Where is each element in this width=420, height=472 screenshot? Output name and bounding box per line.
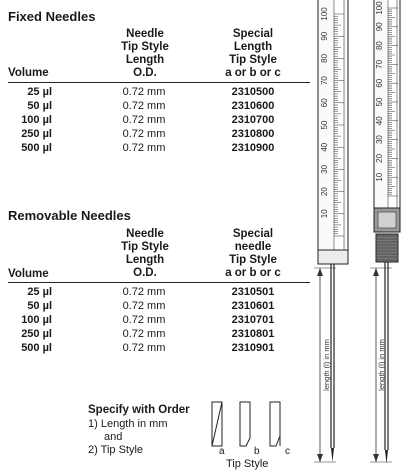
scale-label: 60: [320, 98, 329, 108]
volume-cell: 50 µl: [27, 300, 52, 312]
scale-label: 40: [375, 116, 384, 126]
fixed-needles-title: Fixed Needles: [8, 9, 96, 24]
part-number-cell: 2310501: [231, 286, 275, 298]
tip-c-label: c: [285, 446, 290, 457]
od-cell: 0.72 mm: [122, 114, 166, 126]
specify-title: Specify with Order: [88, 404, 190, 416]
scale-label: 20: [320, 187, 329, 197]
specify-length-line: 1) Length in mm: [88, 418, 168, 430]
fixed-special-header: [208, 28, 298, 80]
removable-volume-header: Volume: [8, 268, 49, 280]
od-cell: 0.72 mm: [122, 286, 166, 298]
volume-cell: 25 µl: [27, 86, 52, 98]
header-line: needle: [234, 241, 272, 253]
volume-cell: 100 µl: [21, 314, 52, 326]
scale-label: 10: [320, 209, 329, 219]
part-number-cell: 2310900: [231, 142, 275, 154]
volume-cell: 100 µl: [21, 114, 52, 126]
tip-style-diagram: [206, 398, 296, 450]
od-cell: 0.72 mm: [122, 142, 166, 154]
part-number-cell: 2310801: [231, 328, 275, 340]
tip-c-shape: [270, 402, 280, 446]
fixed-syringe-needle: [331, 264, 334, 462]
table-row: [0, 342, 310, 356]
part-number-cell: 2310700: [231, 114, 275, 126]
volume-cell: 25 µl: [27, 286, 52, 298]
part-number-cell: 2310500: [231, 86, 275, 98]
scale-label: 100: [320, 7, 329, 21]
scale-label: 30: [320, 164, 329, 174]
table-row: [0, 286, 310, 300]
part-number-cell: 2310601: [231, 300, 275, 312]
volume-cell: 500 µl: [21, 342, 52, 354]
od-cell: 0.72 mm: [122, 128, 166, 140]
header-line: O.D.: [133, 267, 157, 279]
scale-label: 90: [320, 31, 329, 41]
fixed-volume-header: Volume: [8, 67, 49, 79]
table-row: [0, 328, 310, 342]
scale-label: 80: [320, 53, 329, 63]
removable-needles-title: Removable Needles: [8, 208, 131, 223]
scale-label: 50: [375, 97, 384, 107]
removable-syringe-barrel: [374, 0, 400, 208]
tip-b-label: b: [254, 446, 260, 457]
scale-label: 10: [375, 172, 384, 182]
od-cell: 0.72 mm: [122, 300, 166, 312]
fixed-length-label: length (l) in mm: [322, 339, 331, 391]
header-line: Tip Style: [229, 54, 277, 66]
volume-cell: 250 µl: [21, 128, 52, 140]
volume-cell: 500 µl: [21, 142, 52, 154]
header-line: Special: [232, 228, 274, 240]
header-line: Tip Style: [229, 254, 277, 266]
table-row: [0, 314, 310, 328]
removable-needle-header: [100, 228, 190, 280]
scale-label: 90: [375, 22, 384, 32]
removable-special-header: [208, 228, 298, 280]
specify-and-line: and: [104, 431, 123, 443]
scale-label: 20: [375, 153, 384, 163]
header-line: O.D.: [133, 67, 157, 79]
specify-tipstyle-line: 2) Tip Style: [88, 444, 144, 456]
header-line: Needle: [126, 28, 164, 40]
header-line: a or b or c: [225, 267, 281, 279]
table-row: [0, 300, 310, 314]
scale-label: 70: [320, 76, 329, 86]
part-number-cell: 2310600: [231, 100, 275, 112]
volume-cell: 250 µl: [21, 328, 52, 340]
tip-a-shape: [212, 402, 222, 446]
scale-label: 100: [375, 1, 384, 15]
fixed-needle-header: [100, 28, 190, 80]
od-cell: 0.72 mm: [122, 100, 166, 112]
scale-label: 40: [320, 142, 329, 152]
od-cell: 0.72 mm: [122, 86, 166, 98]
table-row: [0, 128, 310, 142]
od-cell: 0.72 mm: [122, 342, 166, 354]
header-line: Length: [233, 41, 273, 53]
scale-label: 80: [375, 41, 384, 51]
scale-label: 30: [375, 135, 384, 145]
od-cell: 0.72 mm: [122, 328, 166, 340]
syringe-illustration: [300, 0, 420, 472]
table-row: [0, 114, 310, 128]
part-number-cell: 2310901: [231, 342, 275, 354]
od-cell: 0.72 mm: [122, 314, 166, 326]
header-line: Tip Style: [121, 241, 169, 253]
removable-needle-hub: [374, 208, 400, 262]
header-line: a or b or c: [225, 67, 281, 79]
volume-cell: 50 µl: [27, 100, 52, 112]
removable-length-label: length (l) in mm: [377, 339, 386, 391]
table-row: [0, 142, 310, 156]
header-line: Length: [125, 254, 165, 266]
header-line: Length: [125, 54, 165, 66]
table-row: [0, 100, 310, 114]
part-number-cell: 2310800: [231, 128, 275, 140]
tip-b-shape: [240, 402, 250, 446]
scale-label: 70: [375, 59, 384, 69]
fixed-header-rule: [8, 82, 310, 83]
header-line: Needle: [126, 228, 164, 240]
tip-style-caption: Tip Style: [226, 458, 269, 470]
table-row: [0, 86, 310, 100]
scale-label: 50: [320, 120, 329, 130]
tip-a-label: a: [219, 446, 225, 457]
fixed-syringe-barrel: [318, 0, 348, 264]
removable-header-rule: [8, 282, 310, 283]
header-line: Tip Style: [121, 41, 169, 53]
scale-label: 60: [375, 78, 384, 88]
header-line: Special: [232, 28, 274, 40]
part-number-cell: 2310701: [231, 314, 275, 326]
